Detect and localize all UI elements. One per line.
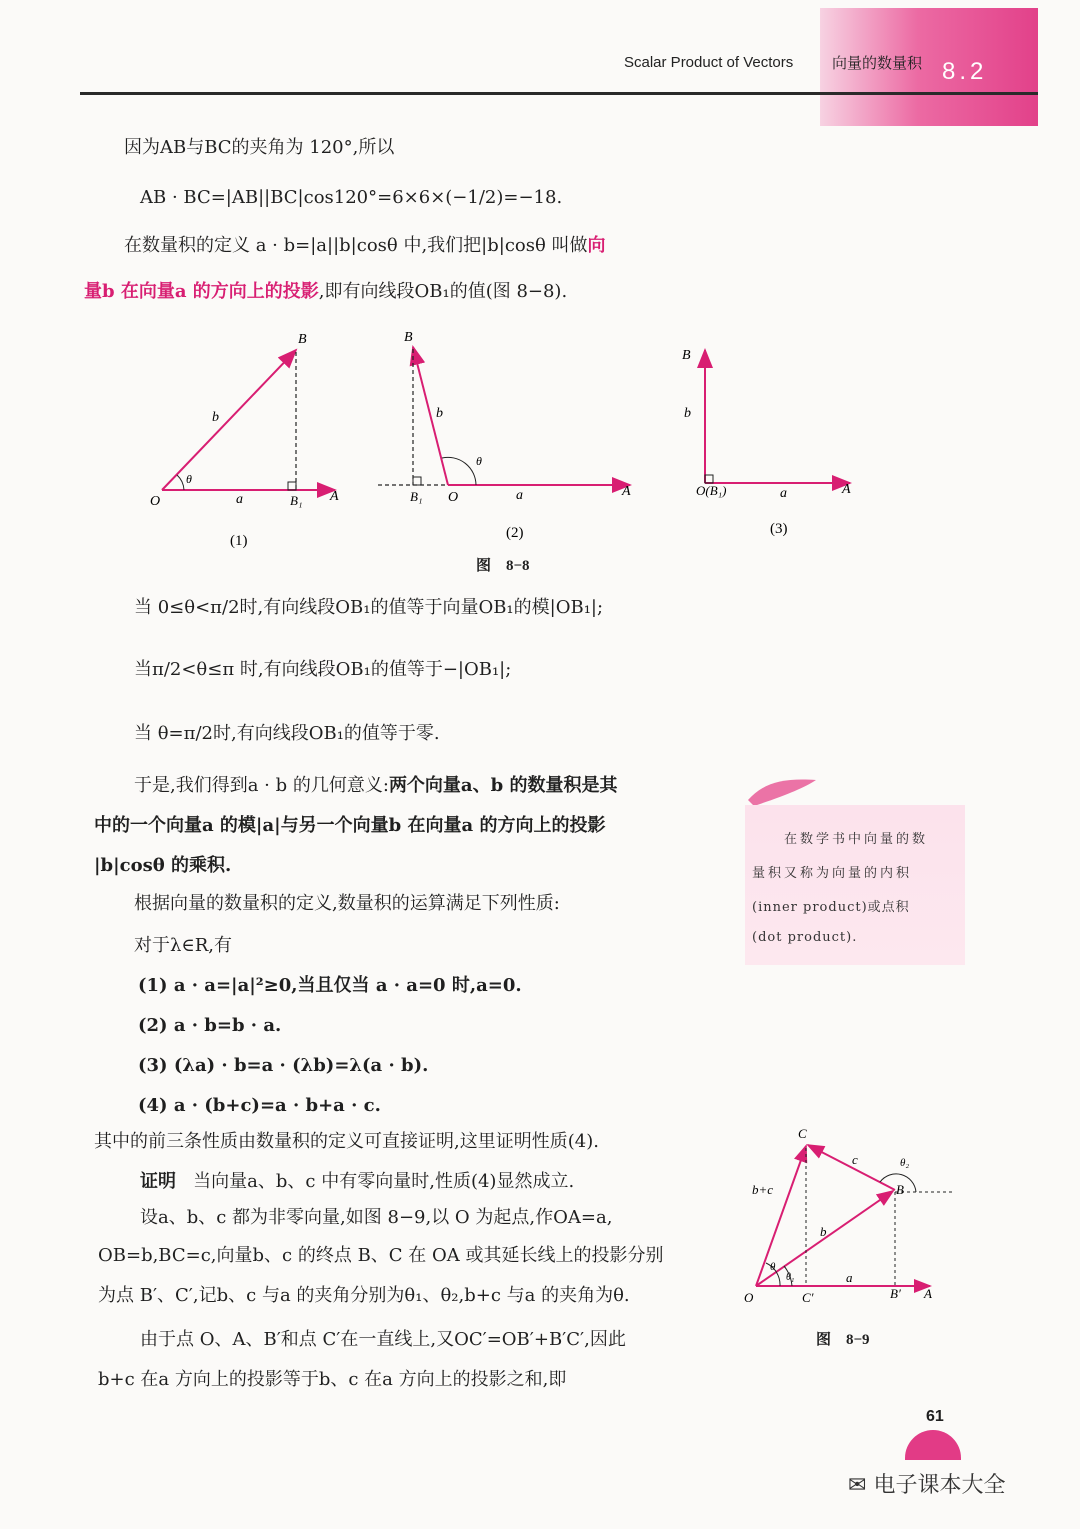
fig3-label-A: A bbox=[842, 482, 851, 497]
page-tab bbox=[905, 1430, 961, 1460]
fig9-label-theta2: θ₂ bbox=[900, 1157, 910, 1169]
fig9-label-theta: θ bbox=[770, 1261, 776, 1273]
definition-text: 在数量积的定义 a · b=|a||b|cosθ 中,我们把|b|cosθ 叫做 bbox=[124, 235, 588, 256]
fig1-subcaption: (1) bbox=[230, 533, 248, 549]
proof-line-3: OB=b,BC=c,向量b、c 的终点 B、C 在 OA 或其延长线上的投影分别 bbox=[98, 1245, 664, 1266]
wechat-icon: ✉ bbox=[848, 1473, 867, 1498]
fig3-label-a: a bbox=[780, 486, 787, 501]
fig9-label-C: C bbox=[798, 1126, 807, 1141]
fig3-subcaption: (3) bbox=[770, 521, 788, 537]
sidenote-line-2: 量积又称为向量的内积 bbox=[752, 866, 913, 881]
fig2-label-a: a bbox=[516, 488, 523, 503]
watermark-text: 电子课本大全 bbox=[873, 1473, 1006, 1498]
fig3-label-B: B bbox=[682, 348, 691, 363]
case-line-3: 当 θ=π/2时,有向线段OB₁的值等于零. bbox=[134, 723, 440, 744]
definition-line-2 bbox=[84, 278, 567, 306]
proof-line-2: 设a、b、c 都为非零向量,如图 8−9,以 O 为起点,作OA=a, bbox=[140, 1207, 613, 1228]
header-title-en: Scalar Product of Vectors bbox=[624, 54, 794, 71]
fig9-label-c: c bbox=[852, 1152, 858, 1167]
header-title-cn: 向量的数量积 bbox=[832, 54, 923, 72]
text-line-1: 因为AB与BC的夹角为 120°,所以 bbox=[124, 137, 395, 158]
fig9-label-b-plus-c: b+c bbox=[752, 1182, 774, 1197]
fig9-label-b: b bbox=[820, 1224, 827, 1239]
proof-line-6: b+c 在a 方向上的投影等于b、c 在a 方向上的投影之和,即 bbox=[98, 1369, 567, 1390]
property-2: (2) a · b=b · a. bbox=[138, 1015, 282, 1036]
figure-8-8-caption: 图 8−8 bbox=[476, 558, 530, 574]
header-rule bbox=[80, 92, 1038, 95]
proof-line-4: 为点 B′、C′,记b、c 与a 的夹角分别为θ₁、θ₂,b+c 与a 的夹角为θ. bbox=[98, 1285, 630, 1306]
watermark bbox=[848, 1468, 1005, 1499]
fig2-label-b: b bbox=[436, 406, 443, 421]
properties-intro: 根据向量的数量积的定义,数量积的运算满足下列性质: bbox=[134, 893, 560, 914]
case-line-1: 当 0≤θ<π/2时,有向线段OB₁的值等于向量OB₁的模|OB₁|; bbox=[134, 597, 604, 618]
fig9-label-C-prime: C′ bbox=[802, 1290, 814, 1305]
lambda-line: 对于λ∈R,有 bbox=[134, 935, 233, 956]
sidenote-line-3: (inner product)或点积 bbox=[752, 900, 910, 915]
fig2-label-theta: θ bbox=[476, 454, 482, 468]
proof-text-1: 当向量a、b、c 中有零向量时,性质(4)显然成立. bbox=[193, 1171, 575, 1192]
fig3-label-O-B1: O(B₁) bbox=[696, 483, 727, 498]
fig1-label-B: B bbox=[298, 332, 307, 347]
chapter-number: 8.2 bbox=[942, 58, 988, 85]
property-3: (3) (λa) · b=a · (λb)=λ(a · b). bbox=[138, 1055, 429, 1076]
fig1-label-A: A bbox=[330, 489, 339, 504]
geometric-intro: 于是,我们得到a · b 的几何意义: bbox=[134, 775, 389, 796]
property-1: (1) a · a=|a|²≥0,当且仅当 a · a=0 时,a=0. bbox=[138, 975, 522, 996]
fig9-label-B-prime: B′ bbox=[890, 1286, 901, 1301]
fig1-vector-b bbox=[162, 350, 296, 490]
fig2-label-B: B bbox=[404, 330, 413, 345]
property-4: (4) a · (b+c)=a · b+a · c. bbox=[138, 1095, 381, 1116]
fig3-label-b: b bbox=[684, 406, 691, 421]
fig9-label-O: O bbox=[744, 1290, 754, 1305]
formula-line: AB · BC=|AB||BC|cos120°=6×6×(−1/2)=−18. bbox=[140, 187, 563, 208]
fig9-label-theta1: θ₁ bbox=[786, 1272, 795, 1283]
proof-intro: 其中的前三条性质由数量积的定义可直接证明,这里证明性质(4). bbox=[94, 1131, 599, 1152]
definition-text-2: ,即有向线段OB₁的值(图 8−8). bbox=[318, 281, 568, 302]
fig9-vector-b-plus-c bbox=[756, 1146, 806, 1286]
fig1-label-theta: θ bbox=[186, 472, 192, 486]
fig9-label-a: a bbox=[846, 1270, 853, 1285]
geometric-line-1 bbox=[134, 772, 617, 800]
fig9-label-B: B bbox=[896, 1182, 904, 1197]
geometric-line-2: 中的一个向量a 的模|a|与另一个向量b 在向量a 的方向上的投影 bbox=[94, 815, 606, 836]
fig1-label-O: O bbox=[150, 494, 161, 509]
geometric-meaning-start: 两个向量a、b 的数量积是其 bbox=[388, 775, 618, 796]
figure-8-9-caption: 图 8−9 bbox=[816, 1332, 870, 1348]
fig9-label-A: A bbox=[924, 1286, 932, 1301]
fig1-angle-arc bbox=[177, 475, 184, 490]
fig2-label-O: O bbox=[448, 490, 459, 505]
definition-term: 量b 在向量a 的方向上的投影 bbox=[84, 281, 319, 302]
proof-line-5: 由于点 O、A、B′和点 C′在一直线上,又OC′=OB′+B′C′,因此 bbox=[140, 1329, 626, 1350]
figure-8-8 bbox=[140, 325, 880, 585]
figure-8-9 bbox=[740, 1120, 970, 1310]
fig3-right-angle bbox=[705, 475, 713, 483]
fig1-label-b: b bbox=[212, 410, 219, 425]
fig2-right-angle bbox=[413, 477, 421, 485]
fig2-subcaption: (2) bbox=[506, 525, 524, 541]
case-line-2: 当π/2<θ≤π 时,有向线段OB₁的值等于−|OB₁|; bbox=[134, 659, 512, 680]
fig2-label-A: A bbox=[622, 484, 631, 499]
pink-brush-mark bbox=[744, 774, 820, 808]
definition-line bbox=[124, 232, 606, 260]
fig1-label-a: a bbox=[236, 492, 243, 507]
sidenote-line-1: 在数学书中向量的数 bbox=[784, 832, 929, 847]
fig1-label-B1: B₁ bbox=[290, 493, 303, 508]
fig2-label-B1: B₁ bbox=[410, 489, 423, 504]
page-number: 61 bbox=[926, 1408, 944, 1425]
geometric-line-3: |b|cosθ 的乘积. bbox=[94, 855, 232, 876]
fig1-right-angle bbox=[288, 482, 296, 490]
definition-term-start: 向 bbox=[587, 235, 606, 256]
sidenote-line-4: (dot product). bbox=[752, 930, 858, 945]
proof-line-1 bbox=[140, 1168, 574, 1196]
proof-label: 证明 bbox=[140, 1171, 176, 1192]
